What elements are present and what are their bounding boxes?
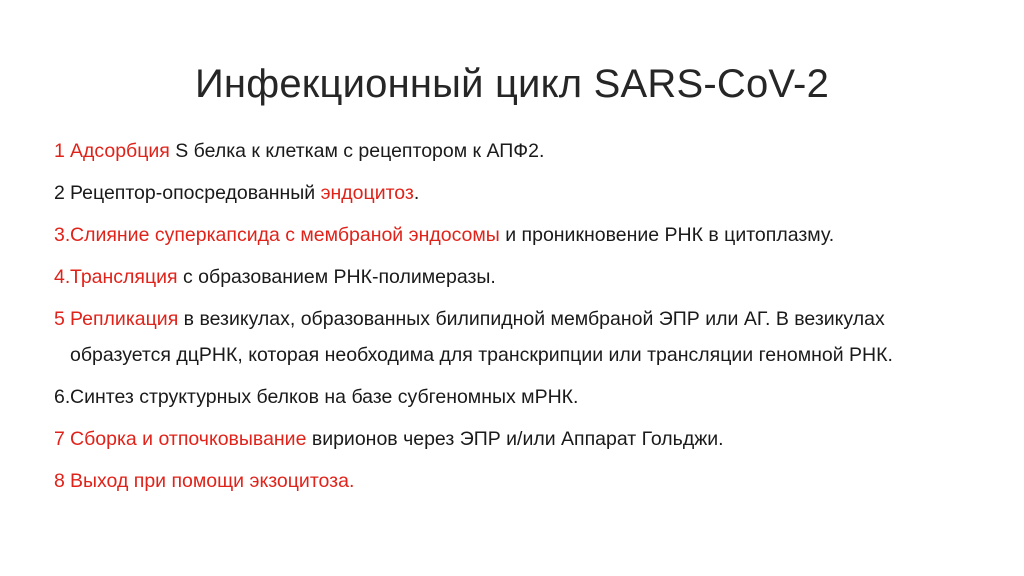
list-item-number: 7 <box>54 428 65 450</box>
list-item-text: в везикулах, образованных билипидной мембраной ЭПР или АГ. В везикулах образуется дцРНК, которая необходима для транскрипции или трансляции геномной РНК. <box>70 308 893 366</box>
highlighted-term: Трансляция <box>70 266 178 288</box>
steps-list <box>52 133 912 505</box>
list-item-number: 5 <box>54 308 65 330</box>
list-item-text: Синтез структурных белков на базе субгеномных мРНК. <box>70 386 579 408</box>
slide-title: Инфекционный цикл SARS-CoV-2 <box>194 62 830 106</box>
highlighted-term: Репликация <box>70 308 179 330</box>
list-item-number: 6. <box>54 386 71 408</box>
list-item-number: 3. <box>54 224 71 246</box>
list-item <box>52 463 912 499</box>
list-item <box>52 259 912 295</box>
list-item <box>52 379 912 415</box>
list-item-number: 4. <box>54 266 71 288</box>
list-item-text: . <box>413 182 420 204</box>
list-item <box>52 421 912 457</box>
list-item-text: и проникновение РНК в цитоплазму. <box>499 224 835 246</box>
highlighted-term: Сборка и отпочковывание <box>70 428 307 450</box>
list-item <box>52 133 912 169</box>
list-item <box>52 175 912 211</box>
highlighted-term: Выход при помощи экзоцитоза. <box>70 470 355 492</box>
list-item-text: S белка к клеткам с рецептором к АПФ2. <box>169 140 545 162</box>
highlighted-term: Адсорбция <box>70 140 170 162</box>
list-item-text: Рецептор-опосредованный <box>70 182 321 204</box>
list-item-number: 2 <box>54 182 65 204</box>
list-item-text: с образованием РНК-полимеразы. <box>177 266 496 288</box>
list-item <box>52 217 912 253</box>
highlighted-term: Слияние суперкапсида с мембраной эндосомы <box>70 224 500 246</box>
list-item <box>52 301 912 373</box>
list-item-number: 1 <box>54 140 65 162</box>
list-item-text: вирионов через ЭПР и/или Аппарат Гольджи. <box>306 428 724 450</box>
list-item-number: 8 <box>54 470 65 492</box>
highlighted-term: эндоцитоз <box>320 182 414 204</box>
